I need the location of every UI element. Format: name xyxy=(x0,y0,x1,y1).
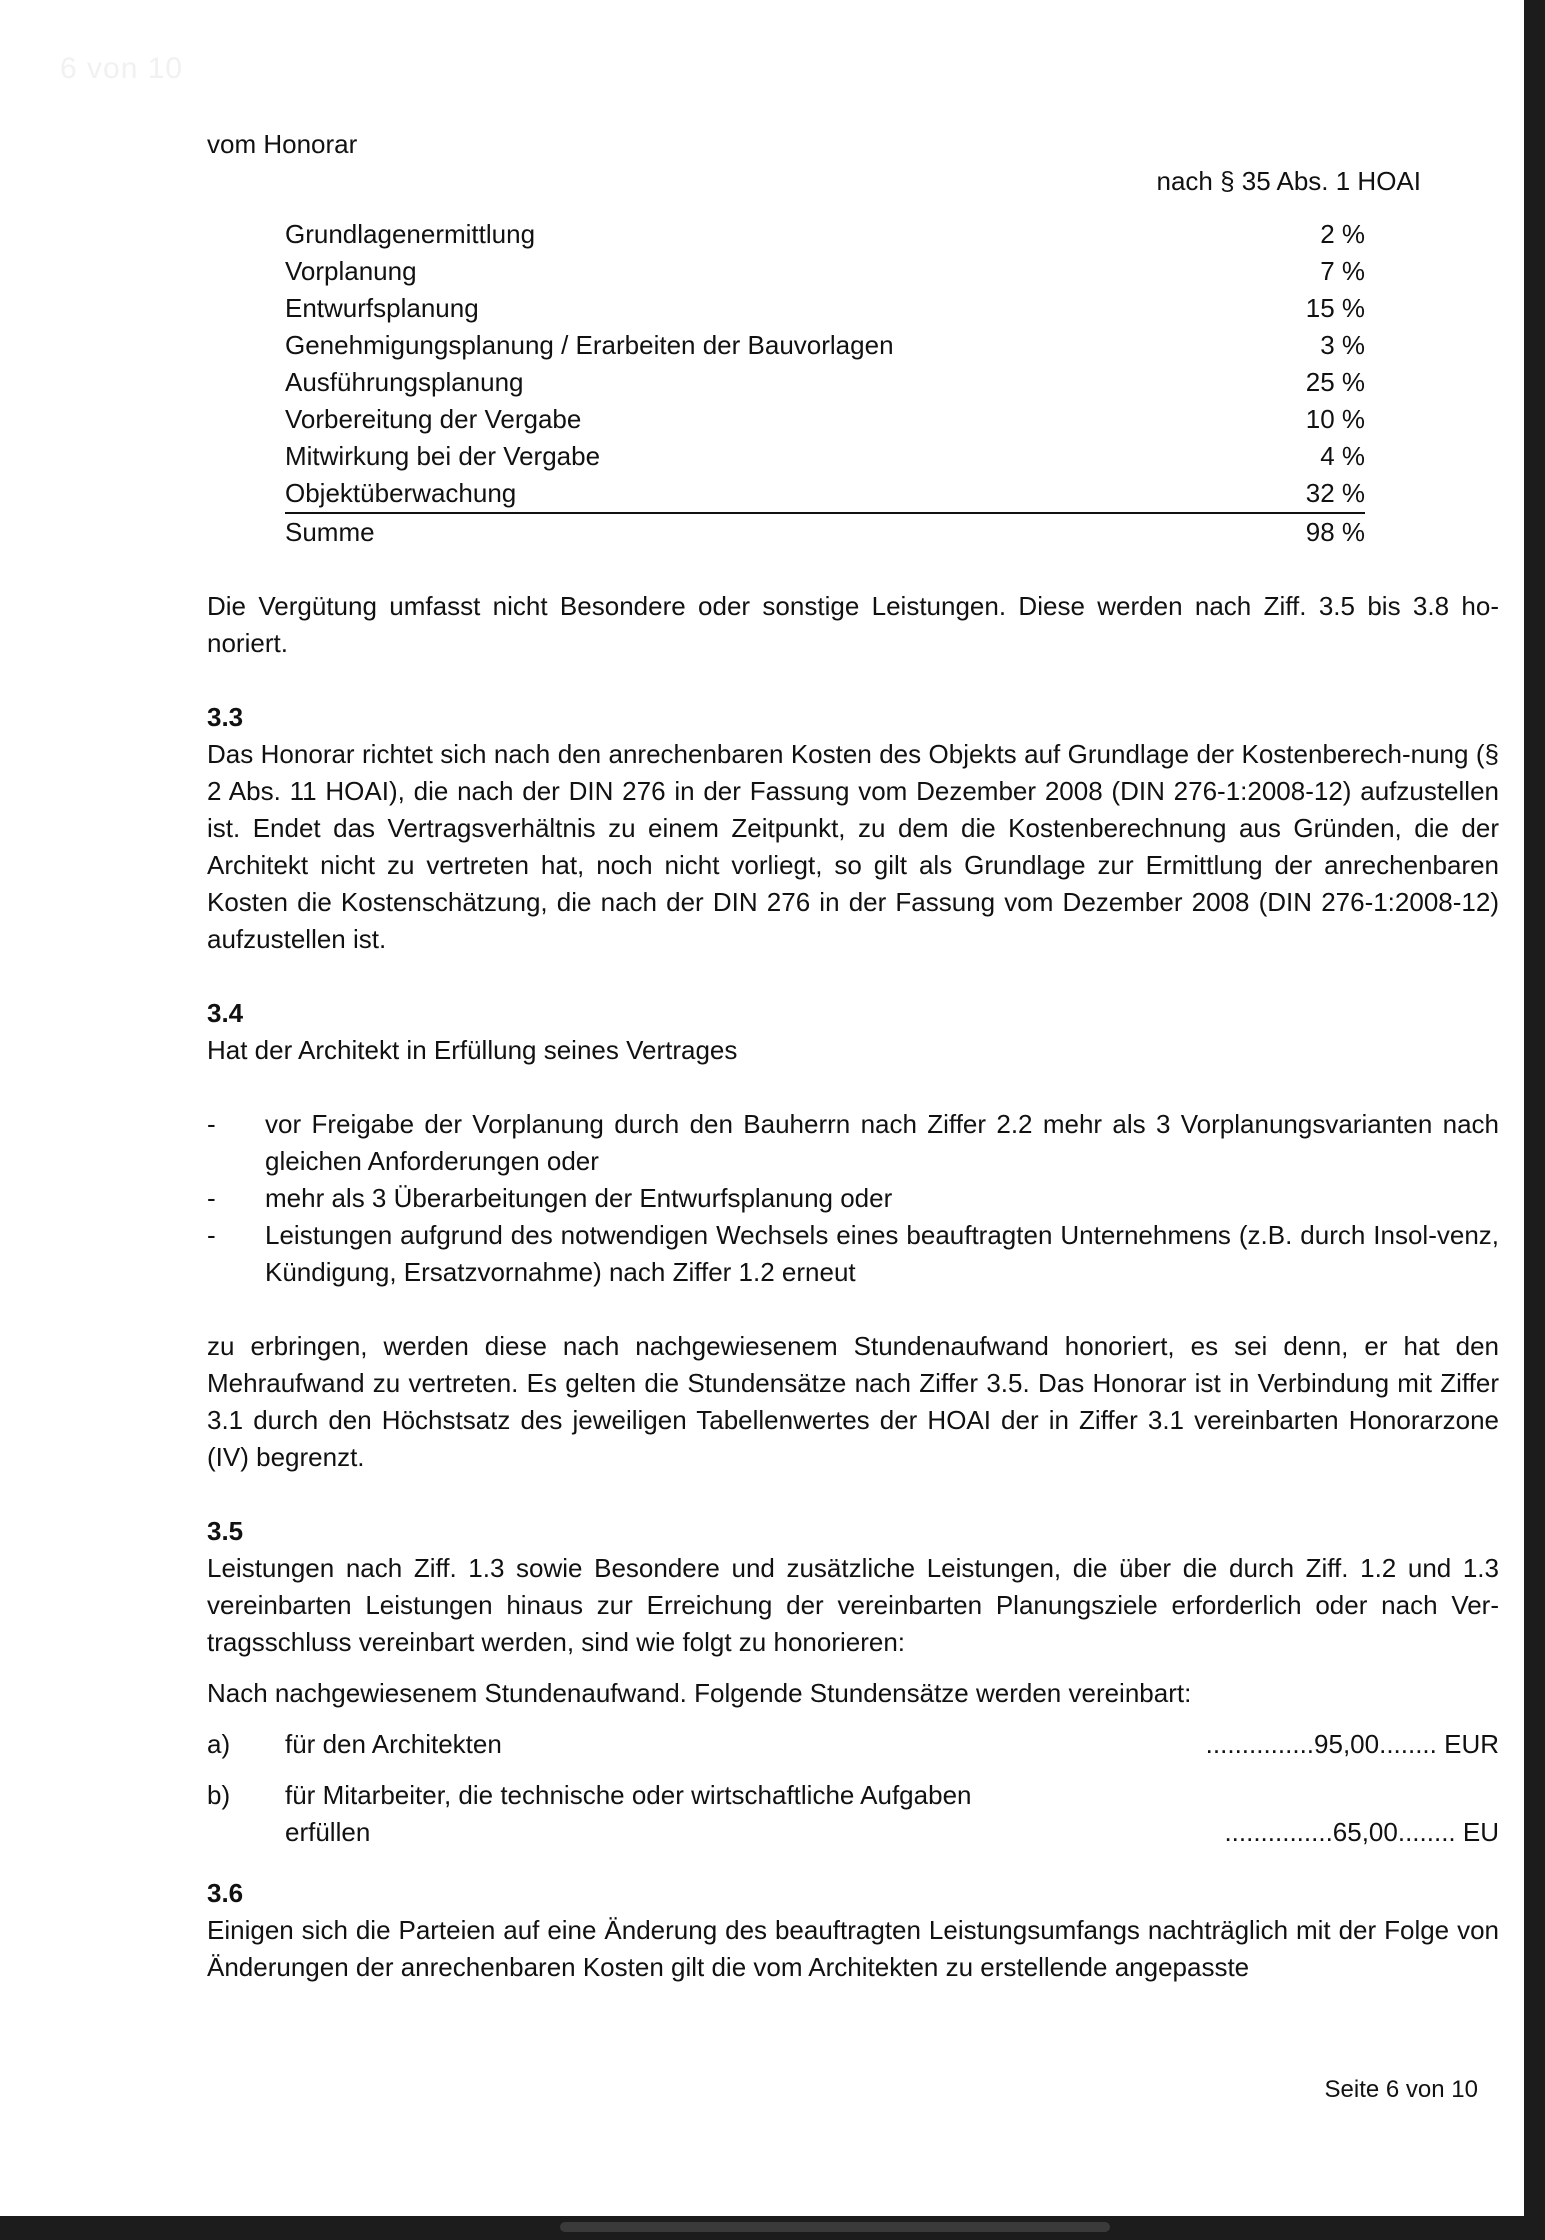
rate-row-staff xyxy=(207,1777,1499,1851)
home-indicator[interactable] xyxy=(560,2222,1110,2232)
condition-list xyxy=(207,1106,1499,1291)
phase-row xyxy=(285,290,1365,327)
phase-row xyxy=(285,216,1365,253)
rate-letter: a) xyxy=(207,1729,231,1759)
section-heading: 3.5 xyxy=(207,1516,244,1546)
phase-name: Objektüberwachung xyxy=(285,475,1165,513)
phase-row xyxy=(285,327,1365,364)
phase-row xyxy=(285,475,1365,513)
phase-row xyxy=(285,253,1365,290)
per-reference: nach § 35 Abs. 1 HOAI xyxy=(1156,166,1421,196)
phase-name: Ausführungsplanung xyxy=(285,367,524,397)
viewer-edge-bar xyxy=(1524,0,1545,2240)
phase-total-percent: 98 % xyxy=(1305,517,1365,547)
list-dash: - xyxy=(207,1220,216,1250)
rate-row-architect xyxy=(207,1726,1499,1763)
phase-percent: 4 % xyxy=(1320,441,1365,471)
section-text: Leistungen nach Ziff. 1.3 sowie Besondere und zusätzliche Leistungen, die über die durch Ziff. 1.2 und 1.3 vereinbarten Leistungen hinaus zur Erreichung der vereinbarten Planungsziele erforderlich oder nach Ver-tragsschluss vereinbart werden, sind wie folgt zu honorieren: xyxy=(207,1553,1499,1657)
list-item xyxy=(207,1180,1499,1217)
rate-amount: ...............95,00........ EUR xyxy=(1205,1729,1499,1759)
phase-table xyxy=(285,216,1365,551)
page-footer: Seite 6 von 10 xyxy=(1324,2076,1478,2103)
list-dash: - xyxy=(207,1109,216,1139)
phase-name: Genehmigungsplanung / Erarbeiten der Bauvorlagen xyxy=(285,330,894,360)
phase-percent: 25 % xyxy=(1305,367,1365,397)
phase-row xyxy=(285,364,1365,401)
phase-total-row xyxy=(285,513,1365,551)
phase-row xyxy=(285,438,1365,475)
phase-percent: 32 % xyxy=(1165,475,1365,513)
page-overlay-label: 6 von 10 xyxy=(60,52,184,85)
phase-name: Vorplanung xyxy=(285,256,417,286)
viewer-bottom-bar xyxy=(0,2216,1545,2240)
list-item xyxy=(207,1217,1499,1291)
remuneration-note: Die Vergütung umfasst nicht Besondere oder sonstige Leistungen. Diese werden nach Ziff. 3.5 bis 3.8 ho-noriert. xyxy=(207,591,1499,658)
phase-percent: 2 % xyxy=(1320,219,1365,249)
list-item-text: mehr als 3 Überarbeitungen der Entwurfsplanung oder xyxy=(265,1183,893,1213)
section-lead: Hat der Architekt in Erfüllung seines Vertrages xyxy=(207,1035,738,1065)
phase-name: Vorbereitung der Vergabe xyxy=(285,404,582,434)
rates-intro: Nach nachgewiesenem Stundenaufwand. Folgende Stundensätze werden vereinbart: xyxy=(207,1678,1192,1708)
rate-letter: b) xyxy=(207,1780,231,1810)
section-heading: 3.4 xyxy=(207,998,244,1028)
phase-name: Mitwirkung bei der Vergabe xyxy=(285,441,601,471)
phase-total-label: Summe xyxy=(285,517,375,547)
phase-name: Grundlagenermittlung xyxy=(285,219,536,249)
list-item-text: Leistungen aufgrund des notwendigen Wechsels eines beauftragten Unternehmens (z.B. durch Insol-venz, Kündigung, Ersatzvornahme) nach Ziffer 1.2 erneut xyxy=(265,1220,1499,1287)
list-item-text: vor Freigabe der Vorplanung durch den Bauherrn nach Ziffer 2.2 mehr als 3 Vorplanungsvarianten nach gleichen Anforderungen oder xyxy=(265,1109,1499,1176)
phase-percent: 7 % xyxy=(1320,256,1365,286)
phase-percent: 15 % xyxy=(1305,293,1365,323)
section-heading: 3.3 xyxy=(207,702,244,732)
list-dash: - xyxy=(207,1183,216,1213)
rate-description-line: für Mitarbeiter, die technische oder wirtschaftliche Aufgaben xyxy=(285,1780,972,1810)
phase-name: Entwurfsplanung xyxy=(285,293,479,323)
phase-percent: 10 % xyxy=(1305,404,1365,434)
section-closing: zu erbringen, werden diese nach nachgewiesenem Stundenaufwand honoriert, es sei denn, er hat den Mehraufwand zu vertreten. Es gelten die Stundensätze nach Ziffer 3.5. Das Honorar ist in Verbindung mit Ziffer 3.1 durch den Höchstsatz des jeweiligen Tabellenwertes der HOAI der in Ziffer 3.1 vereinbarten Honorarzone (IV) begrenzt. xyxy=(207,1331,1499,1472)
list-item xyxy=(207,1106,1499,1180)
rate-amount: ...............65,00........ EU xyxy=(1224,1817,1499,1847)
intro-line: vom Honorar xyxy=(207,129,358,159)
rate-description-line: erfüllen xyxy=(285,1817,371,1847)
rate-description: für den Architekten xyxy=(285,1729,502,1759)
section-text: Einigen sich die Parteien auf eine Änderung des beauftragten Leistungsumfangs nachträglich mit der Folge von Änderungen der anrechenbaren Kosten gilt die vom Architekten zu erstellende angepasste xyxy=(207,1915,1499,1982)
page-content xyxy=(207,126,1499,1986)
section-text: Das Honorar richtet sich nach den anrechenbaren Kosten des Objekts auf Grundlage der Kostenberech-nung (§ 2 Abs. 11 HOAI), die nach der DIN 276 in der Fassung vom Dezember 2008 (DIN 276-1:2008-12) aufzustellen ist. Endet das Vertragsverhältnis zu einem Zeitpunkt, zu dem die Kostenberechnung aus Gründen, die der Architekt nicht zu vertreten hat, noch nicht vorliegt, so gilt als Grundlage zur Ermittlung der anrechenbaren Kosten die Kostenschätzung, die nach der DIN 276 in der Fassung vom Dezember 2008 (DIN 276-1:2008-12) aufzustellen ist. xyxy=(207,739,1499,954)
phase-row xyxy=(285,401,1365,438)
section-heading: 3.6 xyxy=(207,1878,244,1908)
phase-percent: 3 % xyxy=(1320,330,1365,360)
